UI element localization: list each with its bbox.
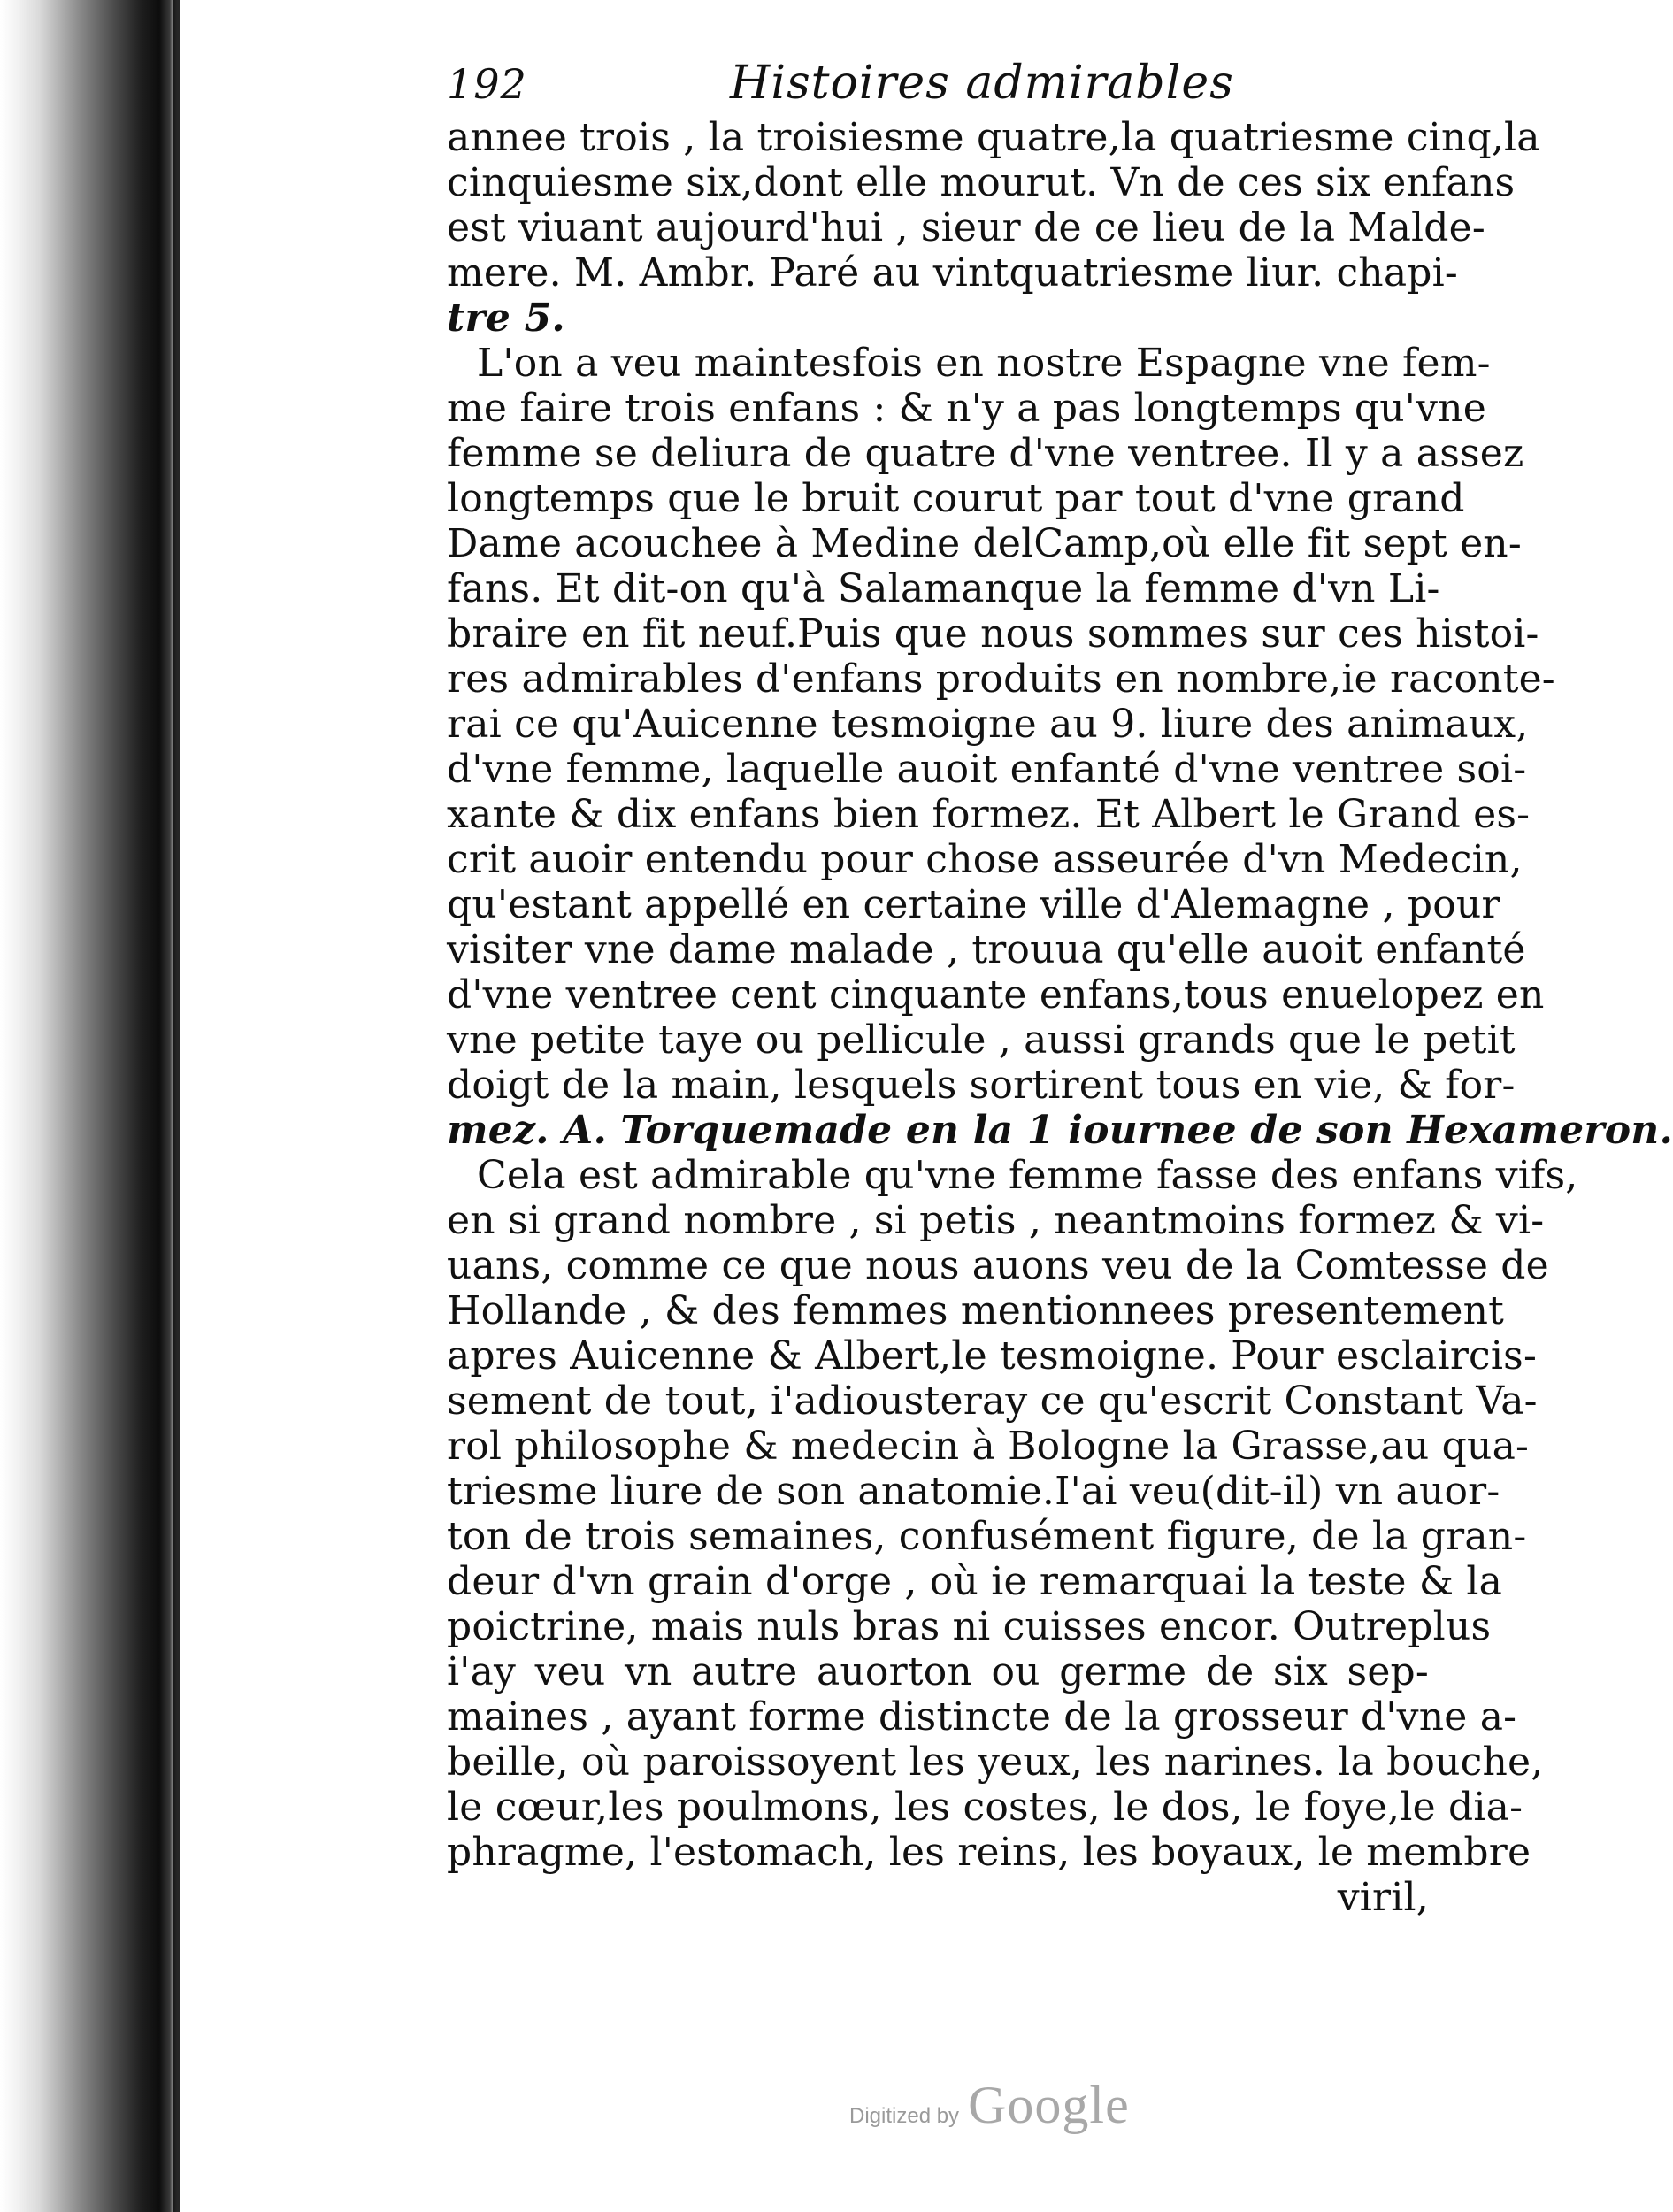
catchword: viril,	[1337, 1875, 1429, 1920]
text-line: annee trois , la troisiesme quatre,la quatriesme cinq,la	[447, 115, 1540, 160]
binding-gutter	[0, 0, 177, 2212]
text-line: Hollande , & des femmes mentionnees presentement	[447, 1288, 1505, 1333]
digitized-by-label: Digitized by	[849, 2104, 960, 2128]
paragraph-start-line: Cela est admirable qu'vne femme fasse des enfans vifs,	[477, 1153, 1578, 1198]
text-line: crit auoir entendu pour chose asseurée d'vn Medecin,	[447, 837, 1523, 882]
text-line: longtemps que le bruit courut par tout d'vne grand	[447, 476, 1465, 521]
text-line: maines , ayant forme distincte de la grosseur d'vne a-	[447, 1694, 1517, 1740]
text-line: visiter vne dame malade , trouua qu'elle auoit enfanté	[447, 927, 1526, 972]
text-line: deur d'vn grain d'orge , où ie remarquai la teste & la	[447, 1559, 1503, 1604]
text-line: rol philosophe & medecin à Bologne la Grasse,au qua-	[447, 1424, 1530, 1469]
book-page	[447, 53, 1673, 1920]
text-line: me faire trois enfans : & n'y a pas longtemps qu'vne	[447, 386, 1486, 431]
text-line: d'vne femme, laquelle auoit enfanté d'vne ventree soi-	[447, 747, 1527, 792]
text-line: uans, comme ce que nous auons veu de la Comtesse de	[447, 1243, 1549, 1288]
text-line: en si grand nombre , si petis , neantmoins formez & vi-	[447, 1198, 1545, 1243]
text-line: phragme, l'estomach, les reins, les boyaux, le membre	[447, 1830, 1531, 1875]
gutter-edge-shadow	[173, 0, 180, 2212]
text-line: doigt de la main, lesquels sortirent tous en vie, & for-	[447, 1063, 1516, 1108]
text-line: qu'estant appellé en certaine ville d'Alemagne , pour	[447, 882, 1500, 927]
text-line: ton de trois semaines, confusément figure, de la gran-	[447, 1514, 1527, 1559]
google-logo: Google	[968, 2076, 1130, 2134]
text-line: tre 5.	[447, 296, 565, 341]
text-line: res admirables d'enfans produits en nombre,ie raconte-	[447, 657, 1555, 702]
running-title: Histoires admirables	[730, 57, 1234, 110]
text-line: fans. Et dit-on qu'à Salamanque la femme d'vn Li-	[447, 566, 1440, 611]
body-text	[447, 115, 1673, 1920]
text-line: d'vne ventree cent cinquante enfans,tous enuelopez en	[447, 972, 1545, 1018]
text-line: beille, où paroissoyent les yeux, les narines. la bouche,	[447, 1740, 1544, 1785]
text-line: est viuant aujourd'hui , sieur de ce lieu de la Malde-	[447, 205, 1485, 250]
text-line: Dame acouchee à Medine delCamp,où elle fit sept en-	[447, 521, 1522, 566]
text-line: sement de tout, i'adiousteray ce qu'escrit Constant Va-	[447, 1379, 1538, 1424]
text-line: mez. A. Torquemade en la 1 iournee de son Hexameron.	[447, 1108, 1673, 1153]
text-line: le cœur,les poulmons, les costes, le dos, le foye,le dia-	[447, 1785, 1523, 1830]
digitization-watermark	[849, 2075, 1130, 2136]
text-line: triesme liure de son anatomie.I'ai veu(dit-il) vn auor-	[447, 1469, 1500, 1514]
page-number: 192	[447, 60, 527, 108]
text-line: vne petite taye ou pellicule , aussi grands que le petit	[447, 1018, 1516, 1063]
text-line: braire en fit neuf.Puis que nous sommes sur ces histoi-	[447, 611, 1539, 657]
text-line: apres Auicenne & Albert,le tesmoigne. Pour esclaircis-	[447, 1333, 1538, 1379]
text-line: cinquiesme six,dont elle mourut. Vn de ces six enfans	[447, 160, 1516, 205]
text-line: xante & dix enfans bien formez. Et Albert le Grand es-	[447, 792, 1531, 837]
text-line: rai ce qu'Auicenne tesmoigne au 9. liure des animaux,	[447, 702, 1529, 747]
text-line: femme se deliura de quatre d'vne ventree. Il y a assez	[447, 431, 1524, 476]
running-head	[447, 53, 1429, 115]
text-line: poictrine, mais nuls bras ni cuisses encor. Outreplus	[447, 1604, 1492, 1649]
text-line: mere. M. Ambr. Paré au vintquatriesme liur. chapi-	[447, 250, 1458, 296]
paragraph-start-line: L'on a veu maintesfois en nostre Espagne vne fem-	[477, 341, 1491, 386]
text-line: i'ay veu vn autre auorton ou germe de six sep-	[447, 1649, 1429, 1694]
